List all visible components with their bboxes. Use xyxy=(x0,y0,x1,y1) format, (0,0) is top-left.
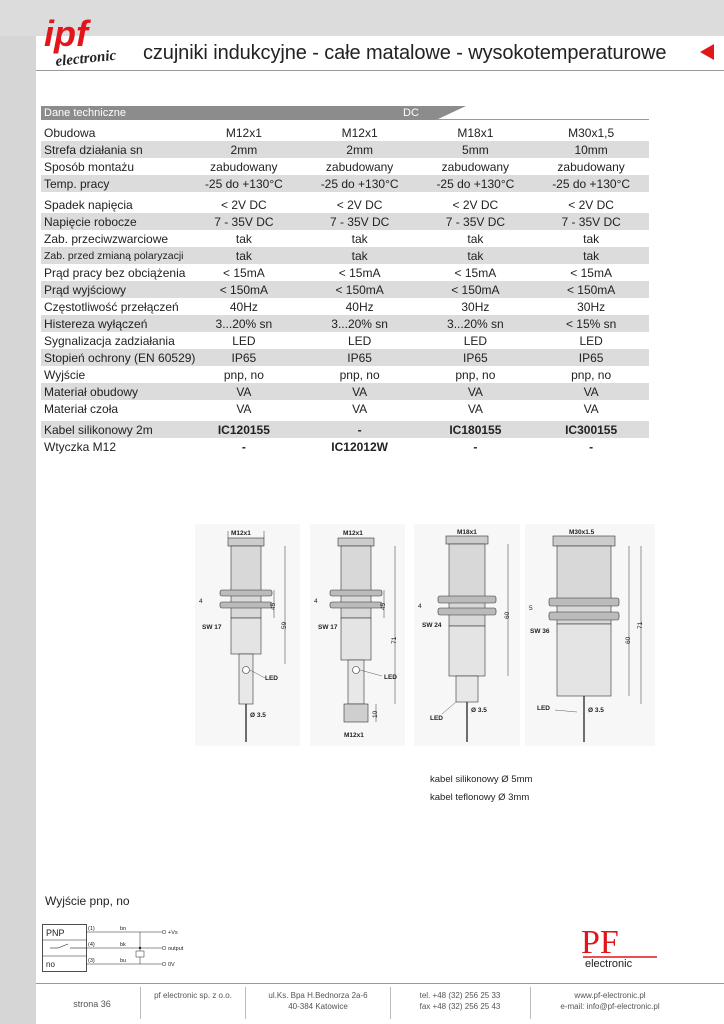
footer-tel: tel. +48 (32) 256 25 33 xyxy=(419,991,501,1000)
d3-led: LED xyxy=(430,715,443,722)
d3-wrench: SW 24 xyxy=(422,622,442,629)
spec-row-value: IP65 xyxy=(578,350,604,365)
spec-row-value: 30Hz xyxy=(461,299,490,314)
spec-row xyxy=(41,383,649,400)
spec-row-value: LED xyxy=(463,333,488,348)
spec-row-value: VA xyxy=(583,401,599,416)
spec-row xyxy=(41,366,649,383)
spec-row-label: Stopień ochrony (EN 60529) xyxy=(44,350,196,365)
spec-row-value: tak xyxy=(351,231,368,246)
spec-row-value: 3...20% sn xyxy=(447,316,504,331)
spec-row-value: M12x1 xyxy=(341,125,378,140)
spec-row-value: tak xyxy=(583,231,600,246)
spec-row xyxy=(41,298,649,315)
d4-led: LED xyxy=(537,705,550,712)
logo-sub-text: electronic xyxy=(54,47,117,70)
d3-thread: M18x1 xyxy=(457,529,477,536)
spec-row-label: Kabel silikonowy 2m xyxy=(44,422,153,437)
spec-row-value: VA xyxy=(467,401,483,416)
footer-address-2: 40-384 Katowice xyxy=(288,1002,348,1011)
spec-row-value: < 2V DC xyxy=(568,197,614,212)
wiring-pin-2: (4) xyxy=(88,942,95,948)
footer-web-link[interactable]: www.pf-electronic.pl xyxy=(574,991,646,1000)
spec-row-value: -25 do +130°C xyxy=(204,176,283,191)
spec-row-value: tak xyxy=(467,248,484,263)
spec-row xyxy=(41,400,649,417)
wiring-wire-3: bu xyxy=(120,958,127,964)
spec-header-line xyxy=(436,119,649,120)
spec-row-value: VA xyxy=(467,384,483,399)
spec-row-value: 30Hz xyxy=(577,299,606,314)
spec-row-value: VA xyxy=(352,401,368,416)
spec-row-value: < 15mA xyxy=(570,265,612,280)
spec-row-label: Prąd pracy bez obciążenia xyxy=(44,265,186,280)
d2-nut: 4 xyxy=(314,598,318,605)
spec-row-value: VA xyxy=(583,384,599,399)
spec-row-value: M18x1 xyxy=(457,125,494,140)
drawing-m18-cable xyxy=(414,524,520,746)
spec-row-label: Zab. przeciwzwarciowe xyxy=(44,231,169,246)
spec-row-value: LED xyxy=(232,333,256,348)
spec-row-value: 7 - 35V DC xyxy=(214,214,274,229)
footer-divider xyxy=(36,983,724,984)
spec-row-value: - xyxy=(589,439,594,454)
spec-row-label: Sygnalizacja zadziałania xyxy=(44,333,175,348)
d2-thread: M12x1 xyxy=(343,530,363,537)
spec-row-label: Histereza wyłączeń xyxy=(44,316,148,331)
footer-col-divider xyxy=(530,987,531,1019)
wiring-type: PNP xyxy=(46,928,65,938)
spec-row-value: M30x1,5 xyxy=(568,125,615,140)
title-arrow-icon xyxy=(700,44,714,60)
cable-note-teflon: kabel teflonowy Ø 3mm xyxy=(430,792,530,803)
wiring-mode: no xyxy=(46,960,55,969)
footer-col-divider xyxy=(390,987,391,1019)
spec-row-value: pnp, no xyxy=(223,367,264,382)
wiring-terminal-vs: +Vs xyxy=(168,930,178,936)
spec-rows xyxy=(41,124,649,455)
spec-row-value: 40Hz xyxy=(345,299,374,314)
d4-len-a: 60 xyxy=(625,636,632,644)
d1-led: LED xyxy=(265,675,278,682)
spec-row-value: < 15mA xyxy=(223,265,265,280)
output-title: Wyjście pnp, no xyxy=(45,894,130,908)
spec-row-value: zabudowany xyxy=(210,159,278,174)
logo-main-text: ipf xyxy=(44,14,88,54)
footer-logo-text: electronic xyxy=(585,958,633,970)
spec-row-value: 3...20% sn xyxy=(215,316,273,331)
drawing-m30-cable xyxy=(525,524,655,746)
spec-row-value: pnp, no xyxy=(455,367,496,382)
wiring-terminal-output: output xyxy=(168,946,184,952)
footer-col-divider xyxy=(245,987,246,1019)
spec-row-label: Prąd wyjściowy xyxy=(44,282,127,297)
spec-row-value: < 150mA xyxy=(335,282,384,297)
spec-table-header xyxy=(41,106,649,120)
spec-row xyxy=(41,421,649,438)
spec-row xyxy=(41,124,649,141)
spec-row-value: < 2V DC xyxy=(221,197,267,212)
wiring-pin-3: (3) xyxy=(88,958,95,964)
d2-led: LED xyxy=(384,674,397,681)
footer-fax: fax +48 (32) 256 25 43 xyxy=(419,1002,501,1011)
spec-row-value: pnp, no xyxy=(571,367,612,382)
spec-row-value: < 150mA xyxy=(566,282,616,297)
spec-row-value: 5mm xyxy=(462,142,489,157)
spec-row-value: -25 do +130°C xyxy=(320,176,399,191)
spec-row-value: 10mm xyxy=(574,142,608,157)
spec-row-value: M12x1 xyxy=(225,125,262,140)
spec-row-label: Sposób montażu xyxy=(44,159,135,174)
d4-nut: 5 xyxy=(529,605,533,612)
spec-row-value: - xyxy=(473,439,478,454)
title-divider xyxy=(36,70,724,71)
spec-row-label: Materiał obudowy xyxy=(44,384,139,399)
spec-row-value: < 2V DC xyxy=(336,197,383,212)
spec-row-value: tak xyxy=(235,231,252,246)
spec-row-value: 2mm xyxy=(346,142,373,157)
wiring-wire-2: bk xyxy=(120,942,126,948)
spec-row-value: 7 - 35V DC xyxy=(445,214,506,229)
drawing-m12-cable xyxy=(195,524,300,746)
spec-row-value: -25 do +130°C xyxy=(552,176,631,191)
spec-row-label: Napięcie robocze xyxy=(44,214,137,229)
spec-row-label: Częstotliwość przełączeń xyxy=(44,299,179,314)
footer-logo-mark: PF xyxy=(581,924,619,961)
pf-electronic-logo xyxy=(577,921,659,971)
d1-len-a: 45 xyxy=(270,602,277,610)
d4-wrench: SW 36 xyxy=(530,628,550,635)
spec-row xyxy=(41,264,649,281)
spec-table xyxy=(41,106,649,455)
spec-row-value: tak xyxy=(583,248,600,263)
d1-cable: Ø 3.5 xyxy=(250,712,266,719)
spec-row-label: Temp. pracy xyxy=(44,176,110,191)
d1-wrench: SW 17 xyxy=(202,624,222,631)
d3-len-a: 60 xyxy=(504,611,511,619)
spec-row-value: -25 do +130°C xyxy=(436,176,515,191)
spec-row-value: - xyxy=(357,422,362,437)
spec-header-type: DC xyxy=(403,107,419,119)
d1-nut: 4 xyxy=(199,598,203,605)
drawing-m12-plug xyxy=(310,524,405,746)
spec-row-value: LED xyxy=(347,333,372,348)
spec-row-value: zabudowany xyxy=(325,159,394,174)
wiring-pin-1: (1) xyxy=(88,926,95,932)
spec-row-value: < 15mA xyxy=(338,265,381,280)
spec-row-value: IC180155 xyxy=(449,422,502,437)
spec-header-label: Dane techniczne xyxy=(44,107,126,119)
d2-plug-len: 10 xyxy=(372,710,379,718)
spec-row-value: tak xyxy=(467,231,484,246)
spec-row-label: Zab. przed zmianą polaryzacji xyxy=(44,249,184,262)
d1-len-b: 59 xyxy=(281,621,288,629)
d4-thread: M30x1.5 xyxy=(569,529,595,536)
spec-row-value: VA xyxy=(352,384,368,399)
spec-row-value: VA xyxy=(236,401,252,416)
spec-row xyxy=(41,281,649,298)
left-band xyxy=(0,36,36,1024)
spec-row-value: IP65 xyxy=(347,350,372,365)
spec-row-value: < 2V DC xyxy=(452,197,499,212)
page-title: czujniki indukcyjne - całe matalowe - wysokotemperaturowe xyxy=(143,42,667,64)
spec-row xyxy=(41,332,649,349)
d2-wrench: SW 17 xyxy=(318,624,338,631)
spec-row-value: 40Hz xyxy=(229,299,258,314)
page-number: strona 36 xyxy=(73,999,111,1009)
footer-address-1: ul.Ks. Bpa H.Bednorza 2a-6 xyxy=(268,991,368,1000)
spec-row-value: 7 - 35V DC xyxy=(329,214,390,229)
d3-nut: 4 xyxy=(418,603,422,610)
spec-row-label: Materiał czoła xyxy=(44,401,119,416)
spec-row-label: Strefa działania sn xyxy=(44,142,143,157)
wiring-wire-1: bn xyxy=(120,926,127,932)
spec-row xyxy=(41,141,649,158)
ipf-logo xyxy=(42,14,134,70)
spec-row-value: zabudowany xyxy=(557,159,625,174)
spec-row-value: IP65 xyxy=(463,350,488,365)
spec-header-tip xyxy=(436,106,466,120)
spec-row-value: LED xyxy=(579,333,603,348)
spec-row-value: zabudowany xyxy=(441,159,510,174)
spec-row xyxy=(41,196,649,213)
spec-row-value: - xyxy=(241,439,246,454)
wiring-diagram xyxy=(42,924,192,972)
spec-row-label: Spadek napięcia xyxy=(44,197,133,212)
spec-row-value: < 15mA xyxy=(454,265,497,280)
spec-row-value: 3...20% sn xyxy=(331,316,388,331)
spec-row xyxy=(41,230,649,247)
spec-row-value: tak xyxy=(351,248,368,263)
spec-row-value: IC12012W xyxy=(331,439,388,454)
spec-row-label: Obudowa xyxy=(44,125,96,140)
spec-row xyxy=(41,213,649,230)
d4-cable: Ø 3.5 xyxy=(588,707,604,714)
spec-row xyxy=(41,315,649,332)
footer-company: pf electronic sp. z o.o. xyxy=(154,991,232,1000)
spec-row-value: VA xyxy=(236,384,252,399)
footer-col-divider xyxy=(140,987,141,1019)
spec-row xyxy=(41,438,649,455)
spec-row-value: IP65 xyxy=(231,350,257,365)
d2-len-b: 71 xyxy=(391,636,398,644)
spec-row-label: Wyjście xyxy=(44,367,86,382)
spec-row-value: IC120155 xyxy=(217,422,270,437)
spec-row-label: Wtyczka M12 xyxy=(44,439,117,454)
d2-plug-thread: M12x1 xyxy=(344,732,364,739)
spec-row-value: < 15% sn xyxy=(565,316,617,331)
spec-row-value: 2mm xyxy=(230,142,258,157)
spec-row xyxy=(41,349,649,366)
spec-row-value: < 150mA xyxy=(219,282,269,297)
d2-len-a: 45 xyxy=(380,602,387,610)
spec-row-value: < 150mA xyxy=(451,282,500,297)
spec-row xyxy=(41,247,649,264)
wiring-terminal-0v: 0V xyxy=(168,962,175,968)
cable-note-silicone: kabel silikonowy Ø 5mm xyxy=(430,774,533,785)
footer-email-link[interactable]: e-mail: info@pf-electronic.pl xyxy=(560,1002,660,1011)
spec-row xyxy=(41,158,649,175)
d1-thread: M12x1 xyxy=(231,530,251,537)
d3-cable: Ø 3.5 xyxy=(471,707,487,714)
spec-row-value: 7 - 35V DC xyxy=(561,214,621,229)
d4-len-b: 71 xyxy=(637,621,644,629)
spec-row-value: IC300155 xyxy=(565,422,618,437)
spec-row-value: pnp, no xyxy=(339,367,380,382)
spec-row xyxy=(41,175,649,192)
spec-row-value: tak xyxy=(235,248,252,263)
